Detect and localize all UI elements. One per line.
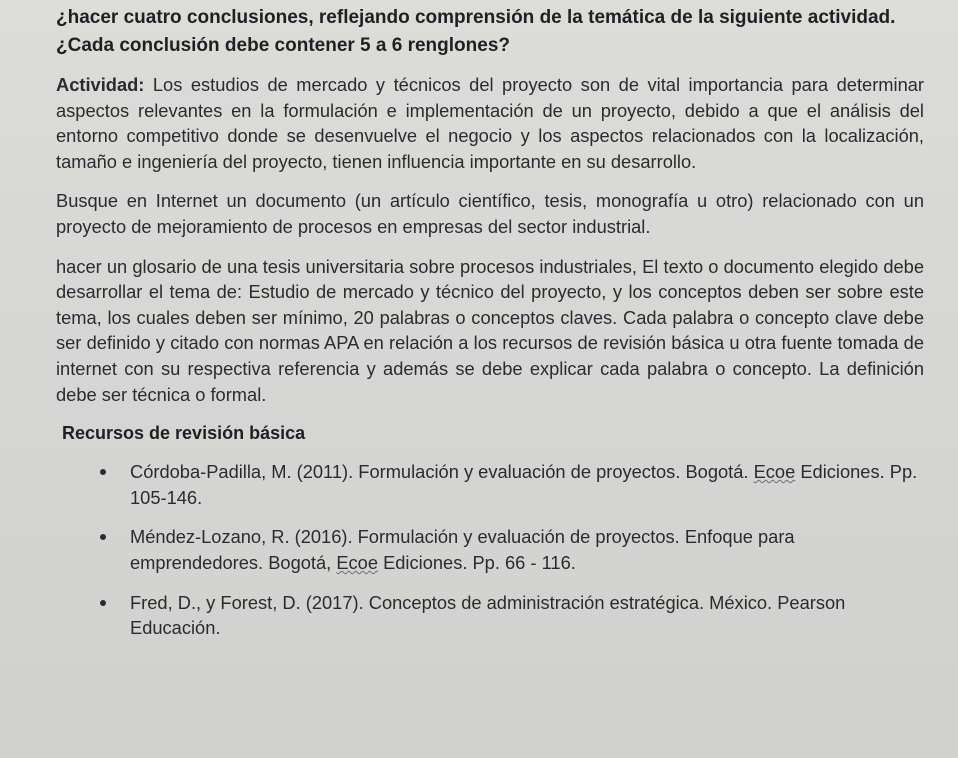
- reference-item: [130, 590, 924, 641]
- publisher-name: Ecoe: [336, 551, 378, 573]
- glosario-paragraph: hacer un glosario de una tesis universitaria sobre procesos industriales, El texto o documento elegido debe desarrollar el tema de: Estudio de mercado y técnico del proyecto, y los conceptos deben ser sobre este tema, los cuales deben ser mínimo, 20 palabras o conceptos claves. Cada palabra o concepto clave debe ser definido y citado con normas APA en relación a los recursos de revisión básica u otra fuente tomada de internet con su respectiva referencia y además se debe explicar cada palabra o concepto. La definición debe ser técnica o formal.: [56, 255, 924, 405]
- reference-item: [130, 459, 924, 510]
- references-list: [56, 459, 924, 641]
- reference-text-end: Ediciones. Pp. 105-146.: [130, 461, 918, 508]
- recursos-title: Recursos de revisión básica: [62, 423, 306, 444]
- publisher-name: Ecoe: [753, 461, 796, 483]
- question-heading: ¿hacer cuatro conclusiones, reflejando comprensión de la temática de la siguiente actividad. ¿Cada conclusión debe contener 5 a 6 renglones?: [56, 7, 896, 56]
- reference-text: Méndez-Lozano, R. (2016). Formulación y evaluación de proyectos. Enfoque para emprendedores. Bogotá,: [130, 526, 795, 573]
- reference-text: Fred, D., y Forest, D. (2017). Conceptos de administración estratégica. México. Pearson Educación.: [130, 591, 846, 639]
- busque-paragraph: Busque en Internet un documento (un artículo científico, tesis, monografía u otro) relacionado con un proyecto de mejoramiento de procesos en empresas del sector industrial.: [56, 190, 924, 237]
- actividad-text: Los estudios de mercado y técnicos del proyecto son de vital importancia para determinar aspectos relevantes en la formulación e implementación de un proyecto, debido a que el análisis del entorno competitivo donde se desenvuelve el negocio y los aspectos relacionados con la localización, tamaño e ingeniería del proyecto, tienen influencia importante en su desarrollo.: [56, 74, 924, 172]
- reference-text-end: Ediciones. Pp. 66 - 116.: [377, 551, 576, 573]
- actividad-paragraph: [56, 72, 924, 174]
- reference-text: Córdoba-Padilla, M. (2011). Formulación y evaluación de proyectos. Bogotá.: [130, 461, 754, 483]
- reference-item: [130, 524, 924, 575]
- bullet-icon: [100, 600, 106, 606]
- bullet-icon: [100, 534, 106, 540]
- actividad-label: Actividad:: [56, 74, 145, 95]
- bullet-icon: [100, 469, 106, 475]
